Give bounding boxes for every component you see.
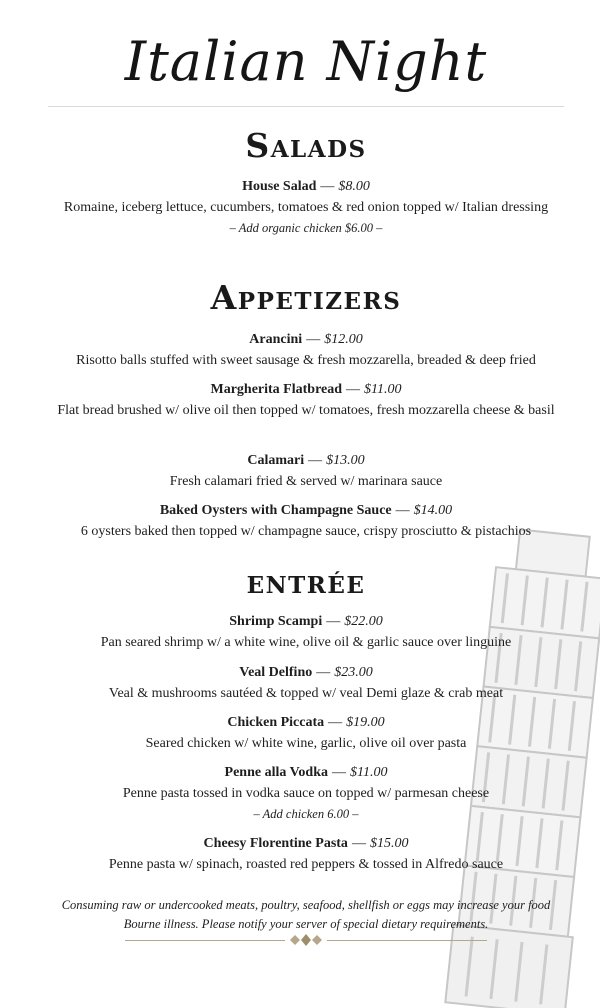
item-separator: — bbox=[326, 614, 341, 629]
item-name: Veal Delfino bbox=[239, 665, 313, 680]
item-price: $11.00 bbox=[364, 382, 402, 397]
item-price: $13.00 bbox=[326, 453, 365, 468]
item-description: Flat bread brushed w/ olive oil then topped w/ tomatoes, fresh mozzarella cheese & basil bbox=[57, 403, 555, 418]
item-name: Shrimp Scampi bbox=[229, 614, 323, 629]
section-heading-entree: entrée bbox=[246, 562, 366, 601]
item-header bbox=[40, 833, 572, 854]
item-header bbox=[40, 329, 572, 350]
item-description: Penne pasta w/ spinach, roasted red peppers & tossed in Alfredo sauce bbox=[108, 857, 504, 872]
item-header bbox=[40, 662, 572, 683]
item-description: Seared chicken w/ white wine, garlic, olive oil over pasta bbox=[145, 736, 467, 751]
item-name: Arancini bbox=[249, 332, 303, 347]
menu-item-chicken-piccata bbox=[40, 712, 572, 754]
item-price: $14.00 bbox=[413, 503, 453, 518]
item-description: Romaine, iceberg lettuce, cucumbers, tomatoes & red onion topped w/ Italian dressing bbox=[63, 200, 549, 215]
item-description: Veal & mushrooms sautéed & topped w/ veal Demi glaze & crab meat bbox=[108, 686, 504, 701]
menu-item-arancini bbox=[40, 329, 572, 371]
diamond-ornament-icon bbox=[281, 933, 331, 947]
item-name: Cheesy Florentine Pasta bbox=[203, 836, 348, 851]
menu-item-shrimp-scampi bbox=[40, 611, 572, 653]
item-description: Pan seared shrimp w/ a white wine, olive oil & garlic sauce over linguine bbox=[100, 635, 512, 650]
menu-item-house-salad bbox=[40, 176, 572, 239]
menu-item-calamari bbox=[40, 450, 572, 492]
item-header bbox=[40, 176, 572, 197]
title-divider bbox=[48, 106, 564, 107]
menu-title: Italian Night bbox=[124, 30, 488, 93]
menu-item-margherita-flatbread bbox=[40, 379, 572, 421]
item-separator: — bbox=[328, 715, 343, 730]
item-name: Chicken Piccata bbox=[227, 715, 325, 730]
item-price: $8.00 bbox=[338, 179, 370, 194]
footer-rule-right bbox=[327, 940, 487, 941]
item-price: $12.00 bbox=[324, 332, 363, 347]
section-heading-salads: Salads bbox=[245, 126, 367, 165]
item-description: 6 oysters baked then topped w/ champagne sauce, crispy prosciutto & pistachios bbox=[80, 524, 532, 539]
menu-item-veal-delfino bbox=[40, 662, 572, 704]
menu-item-penne-alla-vodka bbox=[40, 762, 572, 825]
item-header bbox=[40, 611, 572, 632]
item-price: $19.00 bbox=[346, 715, 385, 730]
item-separator: — bbox=[316, 665, 331, 680]
item-separator: — bbox=[395, 503, 410, 518]
item-note: – Add organic chicken $6.00 – bbox=[229, 221, 383, 235]
item-name: Margherita Flatbread bbox=[210, 382, 343, 397]
item-separator: — bbox=[308, 453, 323, 468]
item-price: $23.00 bbox=[334, 665, 373, 680]
item-header bbox=[40, 379, 572, 400]
item-separator: — bbox=[332, 765, 346, 780]
footer-rule-left bbox=[125, 940, 285, 941]
item-name: House Salad bbox=[242, 179, 317, 194]
food-safety-disclaimer: Consuming raw or undercooked meats, poultry, seafood, shellfish or eggs may increase your food Bourne illness. Please notify your server of special dietary requirements. bbox=[61, 898, 551, 931]
item-description: Penne pasta tossed in vodka sauce on topped w/ parmesan cheese bbox=[122, 786, 490, 801]
item-description: Fresh calamari fried & served w/ marinara sauce bbox=[169, 474, 443, 489]
item-separator: — bbox=[351, 836, 366, 851]
item-separator: — bbox=[346, 382, 361, 397]
item-header bbox=[40, 712, 572, 733]
item-description: Risotto balls stuffed with sweet sausage & fresh mozzarella, breaded & deep fried bbox=[76, 353, 536, 368]
item-header bbox=[40, 762, 572, 783]
item-separator: — bbox=[320, 179, 335, 194]
item-separator: — bbox=[306, 332, 321, 347]
menu-item-baked-oysters bbox=[40, 500, 572, 542]
item-name: Calamari bbox=[247, 453, 305, 468]
item-price: $22.00 bbox=[344, 614, 383, 629]
item-price: $11.00 bbox=[350, 765, 388, 780]
item-header bbox=[40, 450, 572, 471]
item-header bbox=[40, 500, 572, 521]
item-name: Baked Oysters with Champagne Sauce bbox=[159, 503, 392, 518]
section-heading-appetizers: Appetizers bbox=[210, 278, 402, 317]
item-note: – Add chicken 6.00 – bbox=[253, 807, 359, 821]
item-price: $15.00 bbox=[369, 836, 409, 851]
menu-item-cheesy-florentine-pasta bbox=[40, 833, 572, 875]
item-name: Penne alla Vodka bbox=[224, 765, 328, 780]
